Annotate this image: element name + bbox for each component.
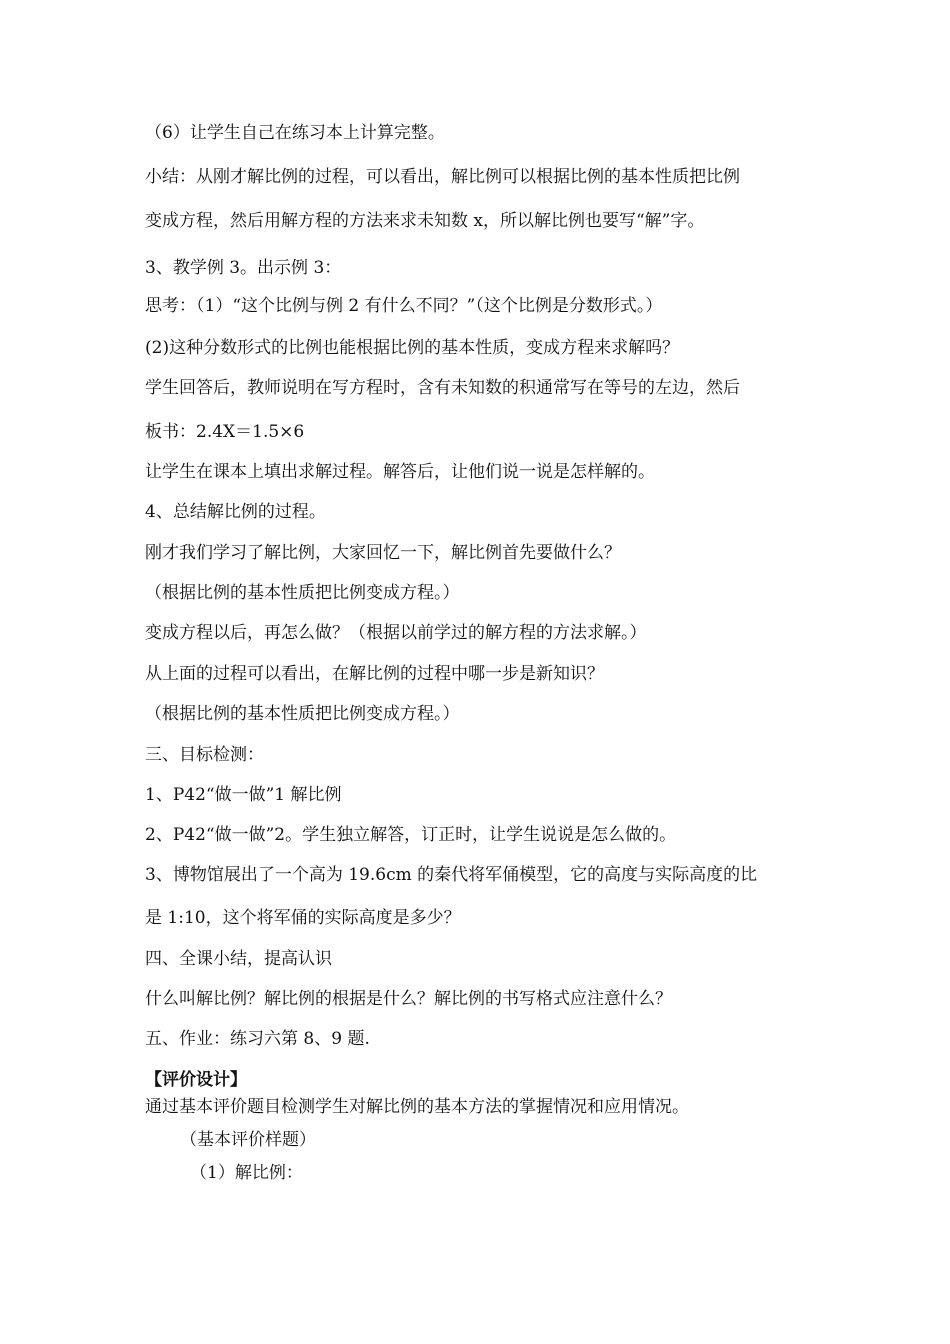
text-line: 1、P42“做一做”1 解比例 bbox=[145, 785, 342, 805]
text-line: 从上面的过程可以看出，在解比例的过程中哪一步是新知识？ bbox=[145, 664, 604, 684]
text-line: 小结：从刚才解比例的过程，可以看出，解比例可以根据比例的基本性质把比例 bbox=[145, 167, 740, 187]
text-line: 板书：2.4X＝1.5×6 bbox=[145, 422, 305, 442]
section-heading: 【评价设计】 bbox=[145, 1070, 247, 1090]
text-line: 什么叫解比例？解比例的根据是什么？解比例的书写格式应注意什么？ bbox=[145, 989, 672, 1009]
text-line: 五、作业：练习六第 8、9 题. bbox=[145, 1029, 370, 1049]
text-line: 是 1:10，这个将军俑的实际高度是多少？ bbox=[145, 908, 461, 928]
text-line: 3、博物馆展出了一个高为 19.6cm 的秦代将军俑模型，它的高度与实际高度的比 bbox=[145, 865, 758, 885]
text-line: 三、目标检测： bbox=[145, 745, 264, 765]
sample-title: （基本评价样题） bbox=[180, 1130, 316, 1150]
text-line: 3、教学例 3。出示例 3： bbox=[145, 258, 342, 278]
text-line: （6）让学生自己在练习本上计算完整。 bbox=[145, 123, 445, 143]
text-line: 四、全课小结，提高认识 bbox=[145, 949, 332, 969]
text-line: 学生回答后，教师说明在写方程时，含有未知数的积通常写在等号的左边，然后 bbox=[145, 378, 740, 398]
text-line: 让学生在课本上填出求解过程。解答后，让他们说一说是怎样解的。 bbox=[145, 462, 655, 482]
text-line: 思考：（1）“这个比例与例 2 有什么不同？”（这个比例是分数形式。） bbox=[145, 296, 663, 316]
text-line: 变成方程以后，再怎么做？（根据以前学过的解方程的方法求解。） bbox=[145, 623, 647, 643]
text-line: （根据比例的基本性质把比例变成方程。） bbox=[145, 583, 460, 603]
section-text: 通过基本评价题目检测学生对解比例的基本方法的掌握情况和应用情况。 bbox=[145, 1097, 689, 1117]
text-line: (2)这种分数形式的比例也能根据比例的基本性质，变成方程来求解吗？ bbox=[145, 338, 680, 358]
text-line: 刚才我们学习了解比例，大家回忆一下，解比例首先要做什么？ bbox=[145, 543, 621, 563]
text-line: 变成方程，然后用解方程的方法来求未知数 x，所以解比例也要写“解”字。 bbox=[145, 211, 705, 231]
text-line: 2、P42“做一做”2。学生独立解答，订正时，让学生说说是怎么做的。 bbox=[145, 825, 677, 845]
sample-item: （1）解比例： bbox=[190, 1163, 303, 1183]
text-line: （根据比例的基本性质把比例变成方程。） bbox=[145, 704, 460, 724]
text-line: 4、总结解比例的过程。 bbox=[145, 502, 326, 522]
